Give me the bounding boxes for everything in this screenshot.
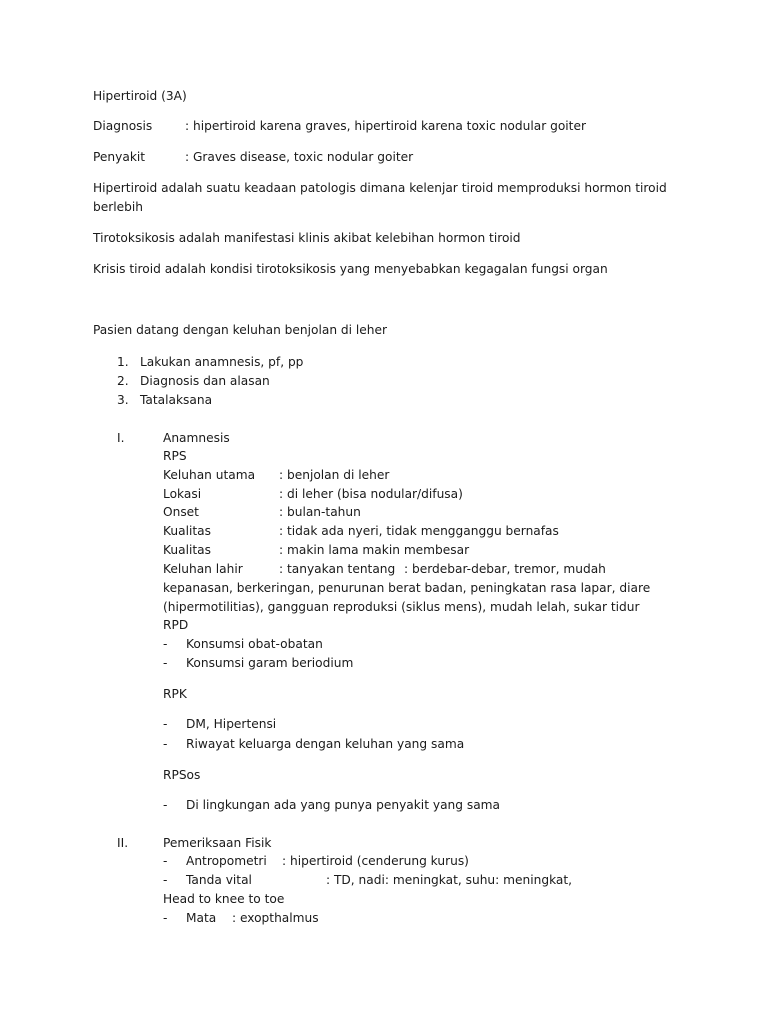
antropometri-value: : hipertiroid (cenderung kurus) xyxy=(282,854,469,868)
bullet-dash: - xyxy=(163,798,168,812)
rps-value: : tidak ada nyeri, tidak mengganggu bernafas xyxy=(279,524,559,538)
def-krisis: Krisis tiroid adalah kondisi tirotoksikosis yang menyebabkan kegagalan fungsi organ xyxy=(93,262,608,276)
task-number: 2. xyxy=(117,374,129,388)
rps-heading: RPS xyxy=(163,449,187,463)
doc-title: Hipertiroid (3A) xyxy=(93,89,187,103)
rps-value: : bulan-tahun xyxy=(279,505,361,519)
diagnosis-value: : hipertiroid karena graves, hipertiroid karena toxic nodular goiter xyxy=(185,119,586,133)
head-to-toe-heading: Head to knee to toe xyxy=(163,892,285,906)
penyakit-label: Penyakit xyxy=(93,150,146,164)
def-hipertiroid-line1: Hipertiroid adalah suatu keadaan patologis dimana kelenjar tiroid memproduksi hormon tiroid xyxy=(93,181,667,195)
task-text: Tatalaksana xyxy=(140,393,213,407)
bullet-dash: - xyxy=(163,737,168,751)
keluhan-lahir-value: : tanyakan tentang xyxy=(279,562,396,576)
diagnosis-label: Diagnosis xyxy=(93,119,153,133)
rpk-heading: RPK xyxy=(163,687,187,701)
bullet-dash: - xyxy=(163,911,168,925)
rpsos-item: Di lingkungan ada yang punya penyakit yang sama xyxy=(186,798,501,812)
rpk-item: DM, Hipertensi xyxy=(186,717,277,731)
rpsos-heading: RPSos xyxy=(163,768,201,782)
task-number: 1. xyxy=(117,355,129,369)
def-hipertiroid-line2: berlebih xyxy=(93,200,143,214)
rpd-heading: RPD xyxy=(163,618,189,632)
bullet-dash: - xyxy=(163,873,168,887)
bullet-dash: - xyxy=(163,656,168,670)
bullet-dash: - xyxy=(163,717,168,731)
task-text: Lakukan anamnesis, pf, pp xyxy=(140,355,304,369)
mata-key: Mata xyxy=(186,911,217,925)
rps-key: Kualitas xyxy=(163,543,211,557)
rpk-item: Riwayat keluarga dengan keluhan yang sama xyxy=(186,737,465,751)
section-2-title: Pemeriksaan Fisik xyxy=(163,836,272,850)
rpd-item: Konsumsi obat-obatan xyxy=(186,637,323,651)
rps-value: : benjolan di leher xyxy=(279,468,390,482)
rps-key: Onset xyxy=(163,505,199,519)
rps-value: : makin lama makin membesar xyxy=(279,543,470,557)
tanda-vital-value: : TD, nadi: meningkat, suhu: meningkat, xyxy=(326,873,573,887)
def-tirotoksikosis: Tirotoksikosis adalah manifestasi klinis akibat kelebihan hormon tiroid xyxy=(93,231,521,245)
keluhan-lahir-cont: (hipermotilitias), gangguan reproduksi (siklus mens), mudah lelah, sukar tidur xyxy=(163,600,640,614)
penyakit-value: : Graves disease, toxic nodular goiter xyxy=(185,150,414,164)
task-number: 3. xyxy=(117,393,129,407)
section-2-number: II. xyxy=(117,836,129,850)
keluhan-lahir-cont: kepanasan, berkeringan, penurunan berat badan, peningkatan rasa lapar, diare xyxy=(163,581,651,595)
case-intro: Pasien datang dengan keluhan benjolan di leher xyxy=(93,323,388,337)
tanda-vital-key: Tanda vital xyxy=(186,873,252,887)
antropometri-key: Antropometri xyxy=(186,854,267,868)
task-text: Diagnosis dan alasan xyxy=(140,374,270,388)
rpd-item: Konsumsi garam beriodium xyxy=(186,656,354,670)
rps-value: : di leher (bisa nodular/difusa) xyxy=(279,487,463,501)
rps-key: Lokasi xyxy=(163,487,202,501)
section-1-number: I. xyxy=(117,431,125,445)
bullet-dash: - xyxy=(163,637,168,651)
bullet-dash: - xyxy=(163,854,168,868)
rps-key: Kualitas xyxy=(163,524,211,538)
rps-key: Keluhan utama xyxy=(163,468,256,482)
keluhan-lahir-detail: : berdebar-debar, tremor, mudah xyxy=(404,562,606,576)
section-1-title: Anamnesis xyxy=(163,431,230,445)
keluhan-lahir-key: Keluhan lahir xyxy=(163,562,243,576)
mata-value: : exopthalmus xyxy=(232,911,319,925)
